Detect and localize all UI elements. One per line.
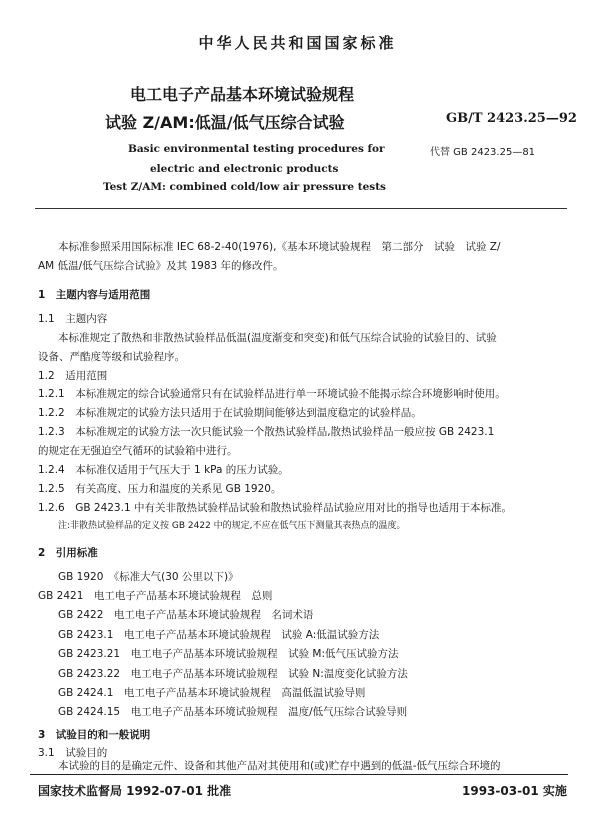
ref-item: GB 1920 《标准大气(30 公里以下)》 [58,571,239,583]
section1-1-heading: 1.1 主题内容 [38,313,108,325]
approved-date: 国家技术监督局 1992-07-01 批准 [38,784,232,798]
section1-2-2: 1.2.2 本标准规定的试验方法只适用于在试验期间能够达到温度稳定的试验样品。 [38,407,422,419]
title-rule [35,208,567,209]
section1-2-3b: 的规定在无强迫空气循环的试验箱中进行。 [38,445,238,457]
section1-heading: 1 主题内容与适用范围 [38,289,151,301]
ref-item: GB 2424.1 电工电子产品基本环境试验规程 高温低温试验导则 [58,687,366,699]
header-country-standard: 中华人民共和国国家标准 [198,34,397,52]
section1-2-4: 1.2.4 本标准仅适用于气压大于 1 kPa 的压力试验。 [38,464,289,476]
section1-2-heading: 1.2 适用范围 [38,370,108,382]
section1-2-1: 1.2.1 本标准规定的综合试验通常只有在试验样品进行单一环境试验不能揭示综合环境影响时使用。 [38,388,506,400]
ref-item: GB 2422 电工电子产品基本环境试验规程 名词术语 [58,609,314,621]
title-line2: 试验 Z/AM:低温/低气压综合试验 [105,113,345,132]
footer-rule [30,774,568,775]
section2-heading: 2 引用标准 [38,547,98,559]
section3-heading: 3 试验目的和一般说明 [38,729,151,741]
ref-item: GB 2423.22 电工电子产品基本环境试验规程 试验 N:温度变化试验方法 [58,668,408,680]
section1-2-3a: 1.2.3 本标准规定的试验方法一次只能试验一个散热试验样品,散热试验样品一般应按 GB 2423.1 [38,426,495,438]
section1-note: 注:非散热试验样品的定义按 GB 2422 中的规定,不应在低气压下测量其表热点的温度。 [58,521,406,531]
effective-date: 1993-03-01 实施 [462,784,567,798]
english-title-line1: Basic environmental testing procedures for [128,143,385,155]
english-title-line3: Test Z/AM: combined cold/low air pressure tests [103,181,386,193]
ref-item: GB 2423.1 电工电子产品基本环境试验规程 试验 A:低温试验方法 [58,629,380,641]
replaces-standard: 代替 GB 2423.25—81 [430,147,536,158]
english-title-line2: electric and electronic products [150,163,339,175]
section3-1-text: 本试验的目的是确定元件、设备和其他产品对其使用和(或)贮存中遇到的低温-低气压综合环境的 [58,760,501,772]
section1-1-text2: 设备、严酷度等级和试验程序。 [38,351,185,363]
intro-line1: 本标准参照采用国际标准 IEC 68-2-40(1976),《基本环境试验规程 第二部分 试验 试验 Z/ [58,241,501,253]
ref-item: GB 2421 电工电子产品基本环境试验规程 总则 [38,590,273,602]
title-line1: 电工电子产品基本环境试验规程 [130,85,355,104]
standard-number: GB/T 2423.25—92 [446,111,577,126]
section1-2-5: 1.2.5 有关高度、压力和温度的关系见 GB 1920。 [38,483,282,495]
ref-item: GB 2424.15 电工电子产品基本环境试验规程 温度/低气压综合试验导则 [58,706,408,718]
intro-line2: AM 低温/低气压综合试验》及其 1983 年的修改件。 [38,260,284,272]
ref-item: GB 2423.21 电工电子产品基本环境试验规程 试验 M:低气压试验方法 [58,648,399,660]
section3-1-heading: 3.1 试验目的 [38,747,108,759]
section1-1-text1: 本标准规定了散热和非散热试验样品低温(温度渐变和突变)和低气压综合试验的试验目的、试验 [58,332,497,344]
section1-2-6: 1.2.6 GB 2423.1 中有关非散热试验样品试验和散热试验样品试验应用对比的指导也适用于本标准。 [38,502,512,514]
